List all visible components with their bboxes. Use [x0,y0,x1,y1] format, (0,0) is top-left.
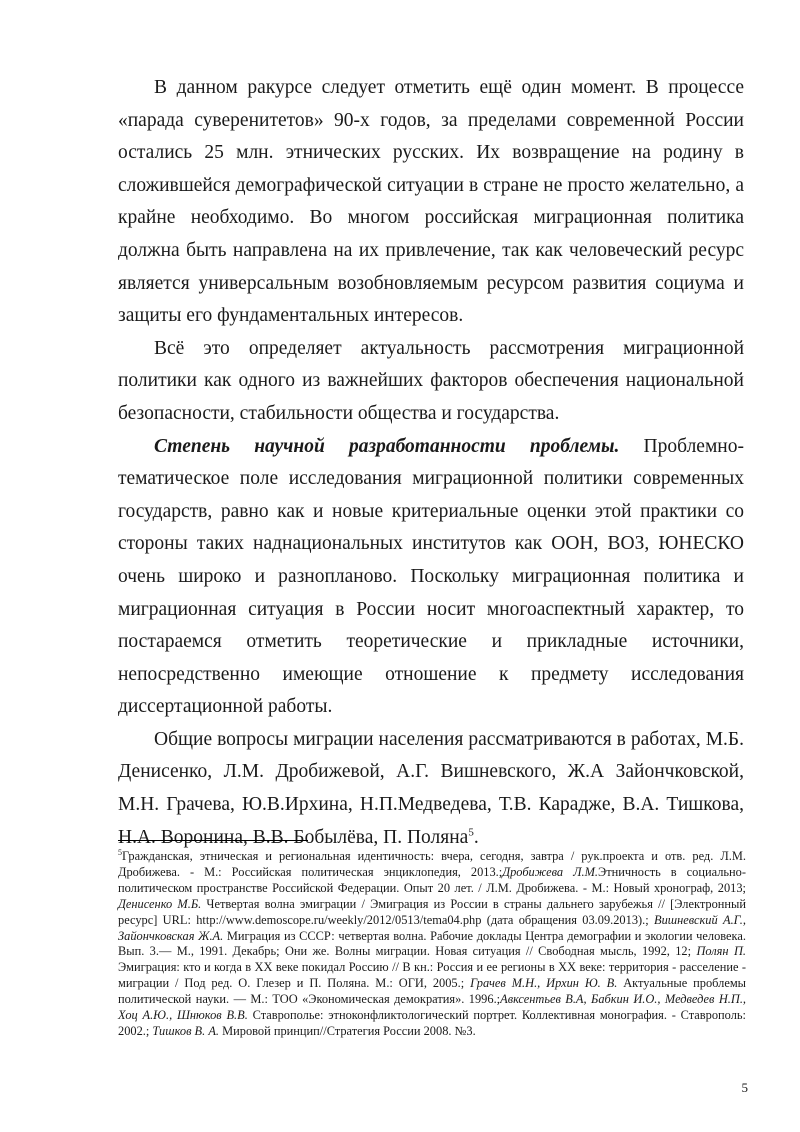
paragraph-text: Общие вопросы миграции населения рассматриваются в работах, М.Б. Денисенко, Л.М. Дробижевой, А.Г. Вишневского, Ж.А Зайончковской, М.Н. Грачева, Ю.В.Ирхина, Н.П.Медведева, Т.В. Караджe, В.А. Тишкова, Н.А. Воронина, В.В. Бобылёва, П. Поляна [118,728,744,848]
footnote-text: Гражданская, этническая и региональная идентичность: вчера, сегодня, завтра / рук.проекта и отв. ред. Л.М. Дробижева. - М.: Российская политическая энциклопедия, 2013.; [118,849,746,879]
paragraph: В данном ракурсе следует отметить ещё один момент. В процессе «парада суверенитетов» 90-х годов, за пределами современной России остались 25 млн. этнических русских. Их возвращение на родину в сложившейся демографической ситуации в стране не просто желательно, а крайне необходимо. Во многом российская миграционная политика должна быть направлена на их привлечение, так как человеческий ресурс является универсальным возобновляемым ресурсом развития социума и защиты его фундаментальных интересов. [118,77,744,327]
paragraph: Всё это определяет актуальность рассмотрения миграционной политики как одного из важнейших факторов обеспечения национальной безопасности, стабильности общества и государства. [118,337,744,424]
footnote-reference: 5 [468,826,474,839]
page-number: 5 [741,1080,748,1095]
footnote-text: Миграция из СССР: четвертая волна. Рабочие доклады Центра демографии и экологии человека. Вып. 3.— М., 1991. Декабрь; Они же. Волны миграции. Новая ситуация // Свободная мысль, 1992, 12; [118,928,746,959]
footnote-separator [118,840,308,841]
footnote-text: Ставрополье: этноконфликтологический портрет. Коллективная монография. - Ставрополь: 2002.; [118,1008,746,1038]
footnote-author: Полян П. [696,944,746,959]
paragraph [118,431,744,724]
footnote-author: Дробижева Л.М. [502,864,599,879]
footnote-text: Актуальные проблемы политической науки. — М.: ТОО «Экономическая демократия». 1996.; [118,976,746,1007]
footnote-text: Четвертая волна эмиграции / Эмиграция из России в страны дальнего зарубежья // [Электронный ресурс] URL: http://www.demoscope.ru/weekly/2012/0513/tema04.php (дата обращения 03.09.2013).; [118,896,746,927]
footnote-text: Мировой принцип//Стратегия России 2008. №3. [219,1023,476,1038]
footnote-author: Грачев М.Н., Ирхин Ю. В. [470,976,618,991]
footnote-mark: 5 [118,847,122,857]
paragraph-text-end: . [473,826,479,848]
footnote-text: Этничность в социально-политическом пространстве Российской Федерации. Опыт 20 лет. / Л.М. Дробижева. - М.: Новый хронограф, 2013; [118,864,746,895]
footnote-author: Тишков В. А. [152,1023,219,1038]
body-text [118,72,744,854]
paragraph [118,724,744,854]
paragraph-text: Проблемно-тематическое поле исследования миграционной политики современных государств, равно как и новые критериальные оценки этой практики со стороны таких наднациональных институтов как ООН, ВОЗ, ЮНЕСКО очень широко и разнопланово. Поскольку миграционная политика и миграционная ситуация в России носит многоаспектный характер, то постараемся отметить теоретические и прикладные источники, непосредственно имеющие отношение к предмету исследования диссертационной работы. [118,435,744,718]
footnote [118,849,746,1040]
footnote-author: Вишневский А.Г., Зайончковская Ж.А. [118,912,746,943]
footnote-author: Авксентьев В.А, Бабкин И.О., Медведев Н.П., Хоц А.Ю., Шнюков В.В. [118,992,747,1023]
footnote-author: Денисенко М.Б. [118,896,202,911]
footnote-text: Эмиграция: кто и когда в XX веке покидал Россию // В кн.: Россия и ее регионы в XX веке: территория - расселение - миграции / Под ред. О. Глезер и П. Поляна. М.: ОГИ, 2005.; [118,960,746,991]
section-heading: Степень научной разработанности проблемы. [154,435,620,457]
